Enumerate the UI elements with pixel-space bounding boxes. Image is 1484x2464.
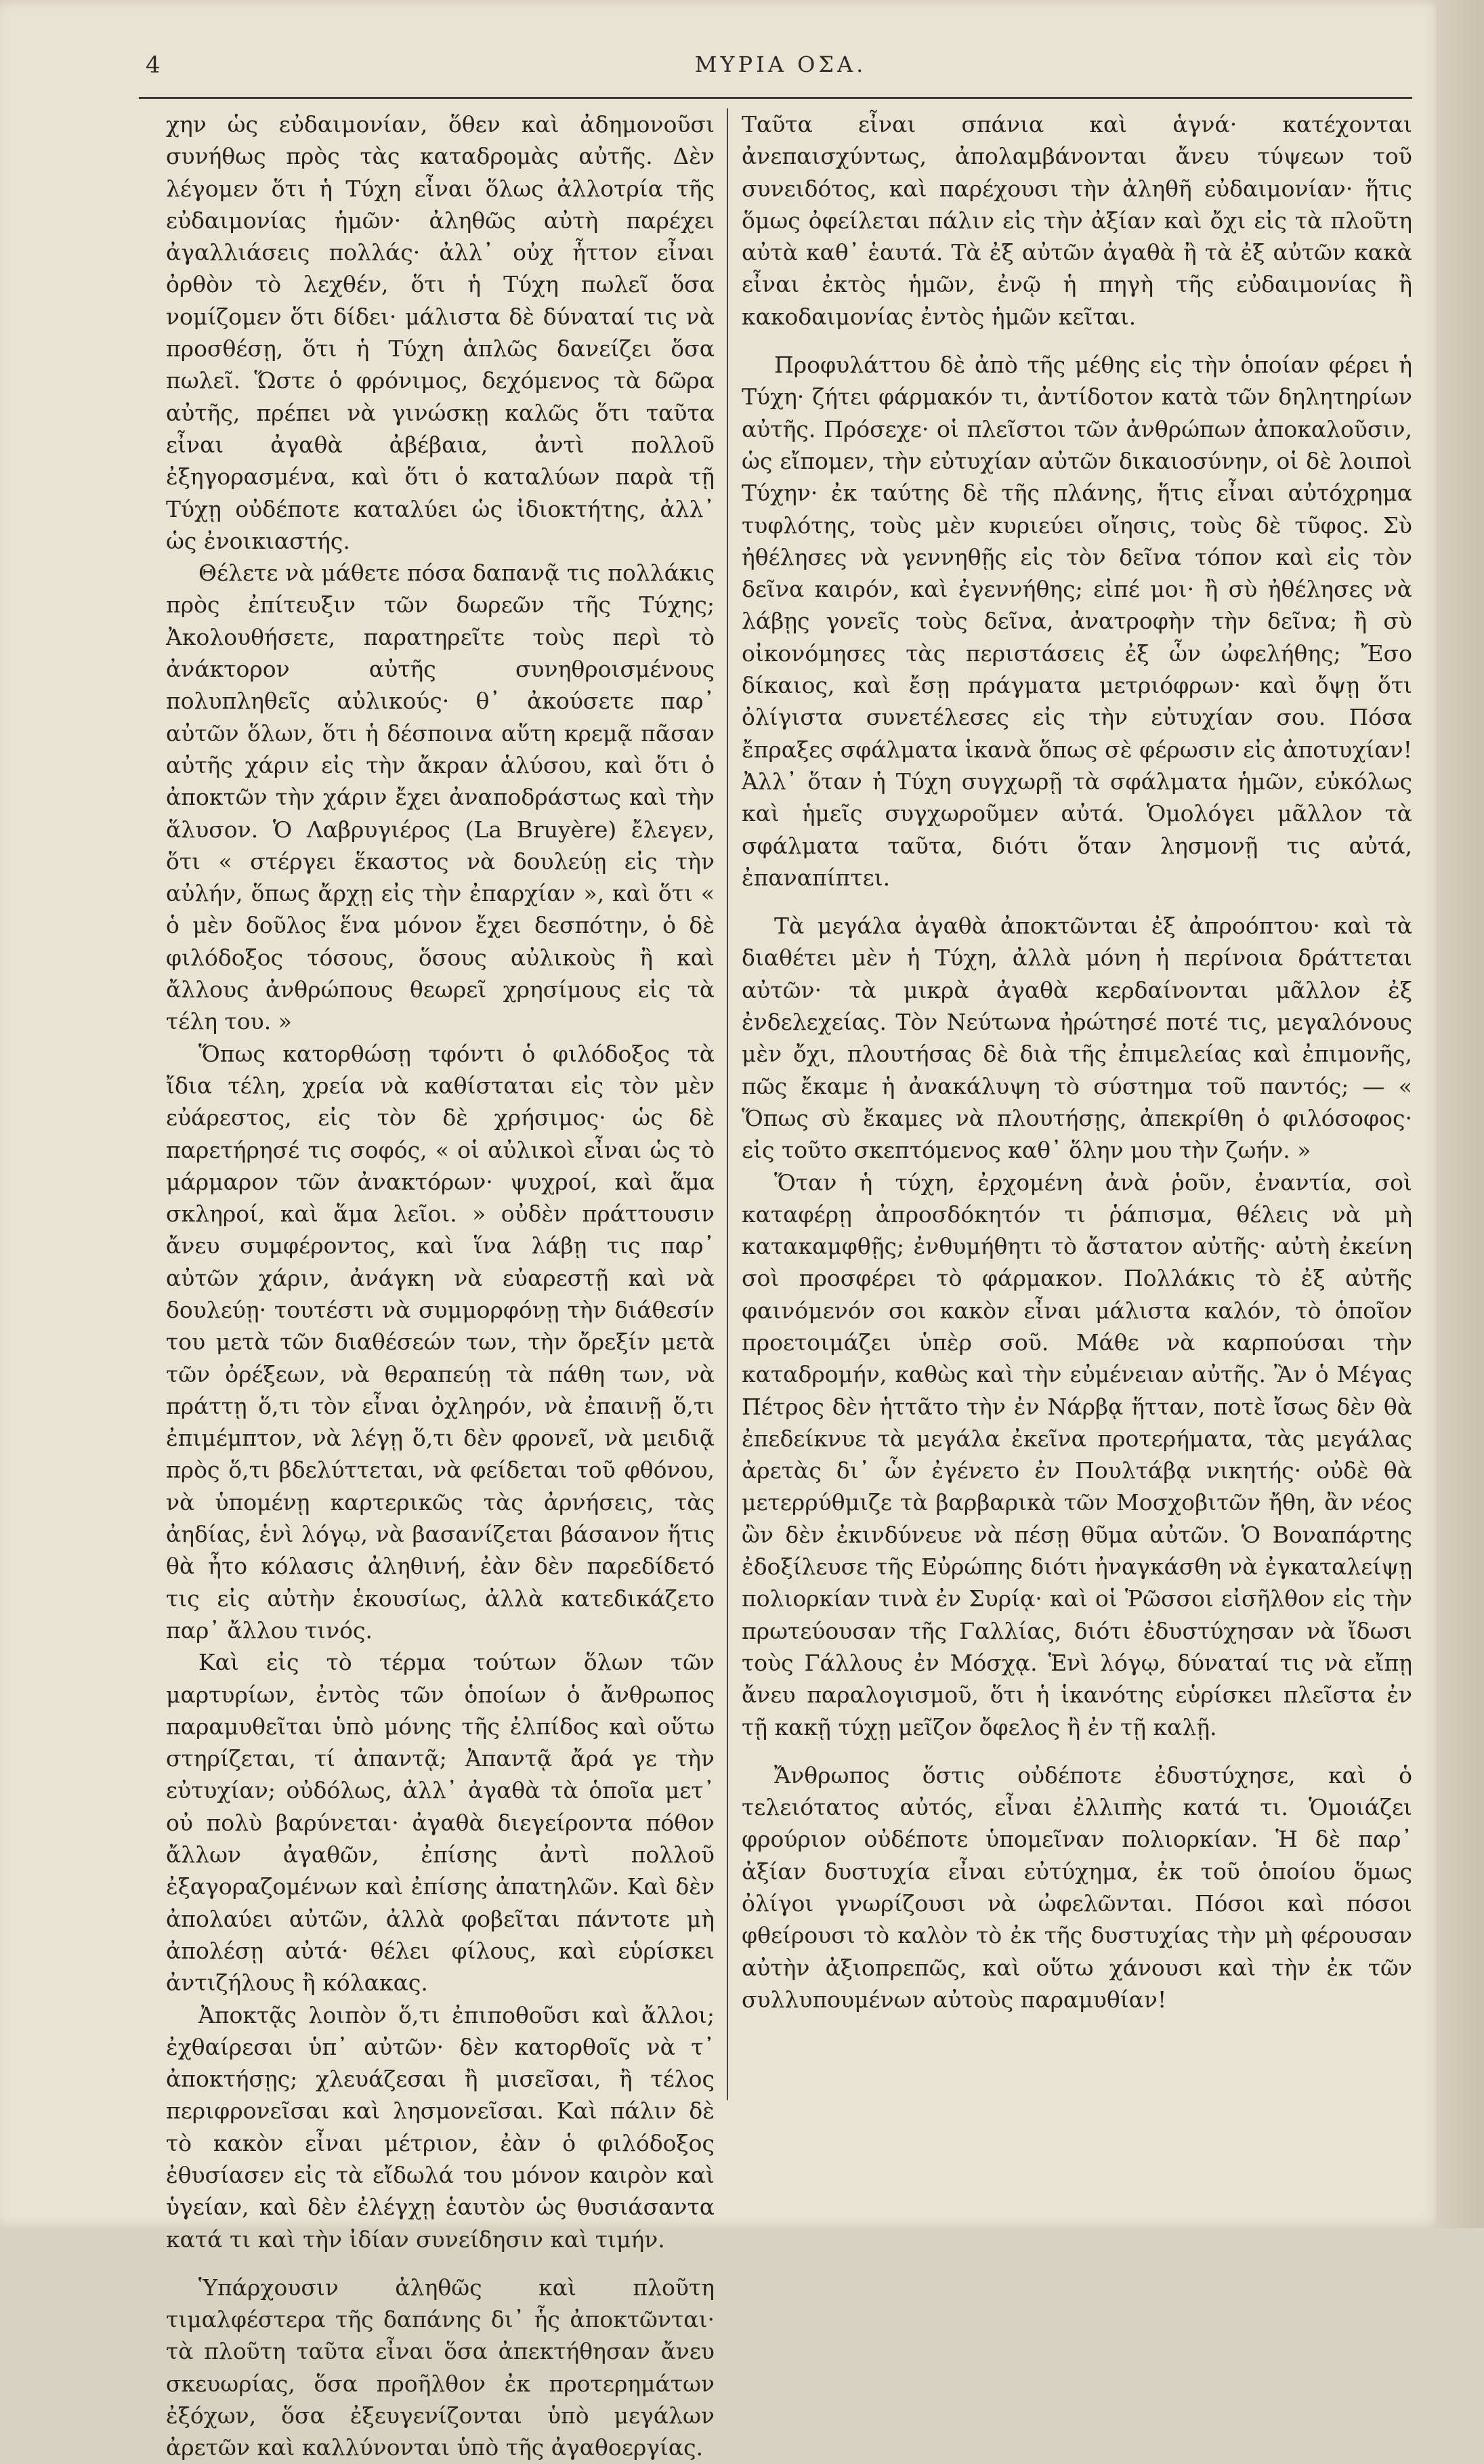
page-number: 4 (146, 51, 161, 79)
header-rule (139, 97, 1412, 99)
scan-edge (1437, 0, 1484, 2228)
paragraph: Θέλετε νὰ μάθετε πόσα δαπανᾷ τις πολλάκις πρὸς ἐπίτευξιν τῶν δωρεῶν τῆς Τύχης; Ἀκολουθήσετε, παρατηρεῖτε τοὺς περὶ τὸ ἀνάκτορον αὐτῆς συνηθροισμένους πολυπληθεῖς αὐλικούς· θ᾽ ἀκούσετε παρ᾽ αὐτῶν ὅλων, ὅτι ἡ δέσποινα αὕτη κρεμᾷ πᾶσαν αὐτῆς χάριν εἰς τὴν ἄκραν ἁλύσου, καὶ ὅτι ὁ ἀποκτῶν τὴν χάριν ἔχει ἀναποδράστως καὶ τὴν ἅλυσον. Ὁ Λαβρυγιέρος (La Bruyère) ἔλεγεν, ὅτι « στέργει ἕκαστος νὰ δουλεύῃ εἰς τὴν αὐλήν, ὅπως ἄρχῃ εἰς τὴν ἐπαρχίαν », καὶ ὅτι « ὁ μὲν δοῦλος ἕνα μόνον ἔχει δεσπότην, ὁ δὲ φιλόδοξος τόσους, ὅσους αὐλικοὺς ἢ καὶ ἄλλους ἀνθρώπους θεωρεῖ χρησίμους εἰς τὰ τέλη του. » (166, 560, 715, 1035)
paragraph: Ὑπάρχουσιν ἀληθῶς καὶ πλοῦτη τιμαλφέστερα τῆς δαπάνης δι᾽ ἧς ἀποκτῶνται· τὰ πλοῦτη ταῦτα εἶναι ὅσα ἀπεκτήθησαν ἄνευ σκευωρίας, ὅσα προῆλθον ἐκ προτερημάτων ἐξόχων, ὅσα ἐξευγενίζονται ὑπὸ μεγάλων ἀρετῶν καὶ καλλύνονται ὑπὸ τῆς ἀγαθοεργίας. (166, 2274, 715, 2461)
paragraph: Ἀποκτᾷς λοιπὸν ὅ,τι ἐπιποθοῦσι καὶ ἄλλοι; ἐχθαίρεσαι ὑπ᾽ αὐτῶν· δὲν κατορθοῖς νὰ τ᾽ ἀποκτήσῃς; χλευάζεσαι ἢ μισεῖσαι, ἢ τέλος περιφρονεῖσαι καὶ λησμονεῖσαι. Καὶ πάλιν δὲ τὸ κακὸν εἶναι μέτριον, ἐὰν ὁ φιλόδοξος ἐθυσίασεν εἰς τὰ εἴδωλά του μόνον καιρὸν καὶ ὑγείαν, καὶ δὲν ἐλέγχῃ ἑαυτὸν ὡς θυσιάσαντα κατά τι καὶ τὴν ἰδίαν συνείδησιν καὶ τιμήν. (166, 2001, 715, 2253)
right-column (742, 108, 1412, 2202)
paragraph: Ταῦτα εἶναι σπάνια καὶ ἁγνά· κατέχονται ἀνεπαισχύντως, ἀπολαμβάνονται ἄνευ τύψεων τοῦ συνειδότος, καὶ παρέχουσι τὴν ἀληθῆ εὐδαιμονίαν· ἥτις ὅμως ὀφείλεται πάλιν εἰς τὴν ἀξίαν καὶ ὄχι εἰς τὰ πλοῦτη αὐτὰ καθ᾽ ἑαυτά. Τὰ ἐξ αὐτῶν ἀγαθὰ ἢ τὰ ἐξ αὐτῶν κακὰ εἶναι ἐκτὸς ἡμῶν, ἐνῷ ἡ πηγὴ τῆς εὐδαιμονίας ἢ κακοδαιμονίας ἐντὸς ἡμῶν κεῖται. (742, 111, 1412, 330)
paragraph: Τὰ μεγάλα ἀγαθὰ ἀποκτῶνται ἐξ ἀπροόπτου· καὶ τὰ διαθέτει μὲν ἡ Τύχη, ἀλλὰ μόνη ἡ περίνοια δράττεται αὐτῶν· τὰ μικρὰ ἀγαθὰ κερδαίνονται μᾶλλον ἐξ ἐνδελεχείας. Τὸν Νεύτωνα ἠρώτησέ ποτέ τις, μεγαλόνους μὲν ὄχι, πλουτήσας δὲ διὰ τῆς ἐπιμελείας καὶ ἐπιμονῆς, πῶς ἔκαμε ἡ ἀνακάλυψη τὸ σύστημα τοῦ παντός; — « Ὅπως σὺ ἔκαμες νὰ πλουτήσῃς, ἀπεκρίθη ὁ φιλόσοφος· εἰς τοῦτο σκεπτόμενος καθ᾽ ὅλην μου τὴν ζωήν. » (742, 913, 1412, 1164)
column-divider (727, 108, 728, 2100)
paragraph: Προφυλάττου δὲ ἀπὸ τῆς μέθης εἰς τὴν ὁποίαν φέρει ἡ Τύχη· ζήτει φάρμακόν τι, ἀντίδοτον κατὰ τῶν δηλητηρίων αὐτῆς. Πρόσεχε· οἱ πλεῖστοι τῶν ἀνθρώπων ἀποκαλοῦσιν, ὡς εἴπομεν, τὴν εὐτυχίαν αὐτῶν δικαιοσύνην, οἱ δὲ λοιποὶ Τύχην· ἐκ ταύτης δὲ τῆς πλάνης, ἥτις εἶναι αὐτόχρημα τυφλότης, τοὺς μὲν κυριεύει οἴησις, τοὺς δὲ τῦφος. Σὺ ἠθέλησες νὰ γεννηθῇς εἰς τὸν δεῖνα τόπον καὶ εἰς τὸν δεῖνα καιρόν, καὶ ἐγεννήθης; εἰπέ μοι· ἢ σὺ ἠθέλησες νὰ λάβῃς γονεῖς τοὺς δεῖνα, ἀνατροφὴν τὴν δεῖνα; ἢ σὺ οἰκονόμησες τὰς περιστάσεις ἐξ ὧν ὠφελήθης; Ἔσο δίκαιος, καὶ ἔσῃ πράγματα μετριόφρων· καὶ ὄψῃ ὅτι ὀλίγιστα συνετέλεσες εἰς τὴν εὐτυχίαν σου. Πόσα ἔπραξες σφάλματα ἱκανὰ ὅπως σὲ φέρωσιν εἰς ἀποτυχίαν! Ἀλλ᾽ ὅταν ἡ Τύχη συγχωρῇ τὰ σφάλματα ἡμῶν, εὐκόλως καὶ ἡμεῖς συγχωροῦμεν αὐτά. Ὁμολόγει μᾶλλον τὰ σφάλματα ταῦτα, διότι ὅταν λησμονῇ τις αὐτά, ἐπαναπίπτει. (742, 352, 1412, 891)
running-title: ΜΥΡΙΑ ΟΣΑ. (694, 51, 867, 77)
paragraph: Ἄνθρωπος ὅστις οὐδέποτε ἐδυστύχησε, καὶ ὁ τελειότατος αὐτός, εἶναι ἐλλιπὴς κατά τι. Ὁμοιάζει φρούριον οὐδέποτε ὑπομεῖναν πολιορκίαν. Ἡ δὲ παρ᾽ ἀξίαν δυστυχία εἶναι εὐτύχημα, ἐκ τοῦ ὁποίου ὅμως ὀλίγοι γνωρίζουσι νὰ ὠφελῶνται. Πόσοι καὶ πόσοι φθείρουσι τὸ καλὸν τὸ ἐκ τῆς δυστυχίας τὴν μὴ φέρουσαν αὐτὴν ἀξιοπρεπῶς, καὶ οὕτω χάνουσι καὶ τὴν ἐκ τῶν συλλυπουμένων αὐτοὺς παραμυθίαν! (742, 1761, 1412, 2013)
page-header (146, 47, 1416, 88)
paragraph: Καὶ εἰς τὸ τέρμα τούτων ὅλων τῶν μαρτυρίων, ἐντὸς τῶν ὁποίων ὁ ἄνθρωπος παραμυθεῖται ὑπὸ μόνης τῆς ἐλπίδος καὶ οὕτω στηρίζεται, τί ἀπαντᾷ; Ἀπαντᾷ ἄρά γε τὴν εὐτυχίαν; οὐδόλως, ἀλλ᾽ ἀγαθὰ τὰ ὁποῖα μετ᾽ οὐ πολὺ βαρύνεται· ἀγαθὰ διεγείροντα πόθον ἄλλων ἀγαθῶν, ἐπίσης ἀντὶ πολλοῦ ἐξαγοραζομένων καὶ ἐπίσης ἀπατηλῶν. Καὶ δὲν ἀπολαύει αὐτῶν, ἀλλὰ φοβεῖται πάντοτε μὴ ἀπολέσῃ αὐτά· θέλει φίλους, καὶ εὑρίσκει ἀντιζήλους ἢ κόλακας. (166, 1649, 715, 1997)
paragraph: Ὅταν ἡ τύχη, ἐρχομένη ἀνὰ ῥοῦν, ἐναντία, σοὶ καταφέρῃ ἀπροσδόκητόν τι ῥάπισμα, θέλεις νὰ μὴ κατακαμφθῇς; ἐνθυμήθητι τὸ ἄστατον αὐτῆς· αὐτὴ ἐκείνη σοὶ προσφέρει τὸ φάρμακον. Πολλάκις τὸ ἐξ αὐτῆς φαινόμενόν σοι κακὸν εἶναι μάλιστα καλόν, τὸ ὁποῖον προετοιμάζει ὑπὲρ σοῦ. Μάθε νὰ καρπούσαι τὴν καταδρομήν, καθὼς καὶ τὴν εὐμένειαν αὐτῆς. Ἂν ὁ Μέγας Πέτρος δὲν ἡττᾶτο τὴν ἐν Νάρβᾳ ἥτταν, ποτὲ ἴσως δὲν θὰ ἐπεδείκνυε τὰ μεγάλα ἐκεῖνα προτερήματα, τὰς μεγάλας ἀρετὰς δι᾽ ὧν ἐγένετο ἐν Πουλτάβᾳ νικητής· οὐδὲ θὰ μετερρύθμιζε τὰ βαρβαρικὰ τῶν Μοσχοβιτῶν ἤθη, ἂν νέος ὢν δὲν ἐκινδύνευε νὰ πέσῃ θῦμα αὐτῶν. Ὁ Βοναπάρτης ἐδοξίλευσε τῆς Εὐρώπης διότι ἠναγκάσθη νὰ ἐγκαταλείψῃ πολιορκίαν τινὰ ἐν Συρίᾳ· καὶ οἱ Ῥῶσσοι εἰσῆλθον εἰς τὴν πρωτεύουσαν τῆς Γαλλίας, διότι ἐδυστύχησαν νὰ ἴδωσι τοὺς Γάλλους ἐν Μόσχᾳ. Ἑνὶ λόγῳ, δύναταί τις νὰ εἴπῃ ἄνευ παραλογισμοῦ, ὅτι ἡ ἱκανότης εὑρίσκει πλεῖστα ἐν τῇ κακῇ τύχῃ μεῖζον ὄφελος ἢ ἐν τῇ καλῇ. (742, 1169, 1412, 1740)
left-column (166, 108, 715, 2461)
paragraph: Ὅπως κατορθώσῃ τφόντι ὁ φιλόδοξος τὰ ἴδια τέλη, χρεία νὰ καθίσταται εἰς τὸν μὲν εὐάρεστος, εἰς τὸν δὲ χρήσιμος· ὡς δὲ παρετήρησέ τις σοφός, « οἱ αὐλικοὶ εἶναι ὡς τὸ μάρμαρον τῶν ἀνακτόρων· ψυχροί, καὶ ἅμα σκληροί, καὶ ἅμα λεῖοι. » οὐδὲν πράττουσιν ἄνευ συμφέροντος, καὶ ἵνα λάβῃ τις παρ᾽ αὐτῶν χάριν, ἀνάγκη νὰ εὐαρεστῇ καὶ νὰ δουλεύῃ· τουτέστι νὰ συμμορφόνῃ τὴν διάθεσίν του μετὰ τῶν διαθέσεών των, τὴν ὄρεξίν μετὰ τῶν ὀρέξεων, νὰ θεραπεύῃ τὰ πάθη των, νὰ πράττῃ ὅ,τι τὸν εἶναι ὀχληρόν, νὰ ἐπαινῇ ὅ,τι ἐπιμέμπτον, νὰ λέγῃ ὅ,τι δὲν φρονεῖ, νὰ μειδιᾷ πρὸς ὅ,τι βδελύττεται, νὰ φείδεται τοῦ φθόνου, νὰ ὑπομένῃ καρτερικῶς τὰς ἀρνήσεις, τὰς ἀηδίας, ἑνὶ λόγῳ, νὰ βασανίζεται βάσανον ἥτις θὰ ἦτο κόλασις ἀληθινή, ἐὰν δὲν παρεδίδετό τις εἰς αὐτὴν ἑκουσίως, ἀλλὰ κατεδικάζετο παρ᾽ ἄλλου τινός. (166, 1040, 715, 1644)
paragraph: χην ὡς εὐδαιμονίαν, ὅθεν καὶ ἀδημονοῦσι συνήθως πρὸς τὰς καταδρομὰς αὐτῆς. Δὲν λέγομεν ὅτι ἡ Τύχη εἶναι ὅλως ἀλλοτρία τῆς εὐδαιμονίας ἡμῶν· ἀληθῶς αὐτὴ παρέχει ἀγαλλιάσεις πολλάς· ἀλλ᾽ οὐχ ἧττον εἶναι ὀρθὸν τὸ λεχθέν, ὅτι ἡ Τύχη πωλεῖ ὅσα νομίζομεν ὅτι δίδει· μάλιστα δὲ δύναταί τις νὰ προσθέσῃ, ὅτι ἡ Τύχη ἁπλῶς δανείζει ὅσα πωλεῖ. Ὥστε ὁ φρόνιμος, δεχόμενος τὰ δῶρα αὐτῆς, πρέπει νὰ γινώσκῃ καλῶς ὅτι ταῦτα εἶναι ἀγαθὰ ἀβέβαια, ἀντὶ πολλοῦ ἐξηγορασμένα, καὶ ὅτι ὁ καταλύων παρὰ τῇ Τύχῃ οὐδέποτε καταλύει ὡς ἰδιοκτήτης, ἀλλ᾽ ὡς ἐνοικιαστής. (166, 111, 715, 554)
